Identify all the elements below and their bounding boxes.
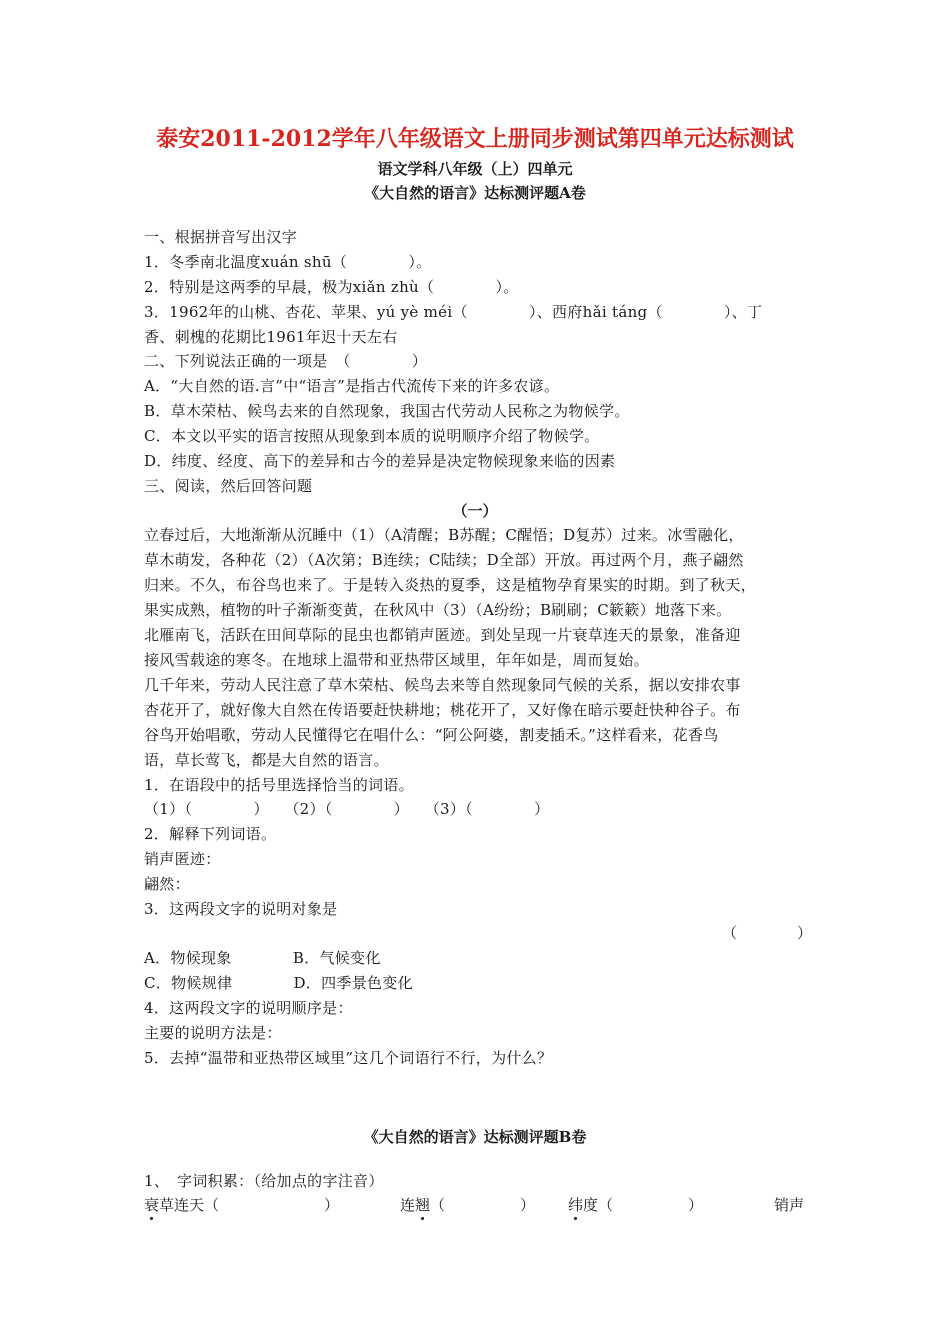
dotted-char: 翘 — [415, 1196, 431, 1214]
options-row: A．物候现象 B．气候变化 — [144, 949, 381, 967]
question-text: 主要的说明方法是： — [144, 1024, 282, 1042]
dotted-char: 纬 — [568, 1196, 584, 1214]
paper-b-title: 《大自然的语言》达标测评题B卷 — [363, 1128, 587, 1146]
word-item: 销声 — [774, 1196, 805, 1214]
option-d: D．纬度、经度、高下的差异和古今的差异是决定物候现象来临的因素 — [144, 452, 616, 470]
section-3-heading: 三、阅读，然后回答问题 — [144, 477, 313, 495]
passage-line: 几千年来，劳动人民注意了草木荣枯、候鸟去来等自然现象同气候的关系，据以安排农事 — [144, 676, 741, 694]
passage-line: 接风雪载途的寒冬。在地球上温带和亚热带区域里，年年如是，周而复始。 — [144, 651, 649, 669]
option-a: A．“大自然的语.言”中“语言”是指古代流传下来的许多农谚。 — [144, 377, 560, 395]
section-2-heading: 二、下列说法正确的一项是 （ ） — [144, 352, 428, 370]
word-item: 衰草连天（ ） — [144, 1196, 340, 1214]
passage-line: 归来。不久，布谷鸟也来了。于是转入炎热的夏季，这是植物孕育果实的时期。到了秋天， — [144, 576, 757, 594]
section-1-heading: 一、根据拼音写出汉字 — [144, 228, 298, 246]
question-text: 4．这两段文字的说明顺序是： — [144, 999, 353, 1017]
term-label: 翩然： — [144, 875, 190, 893]
passage-line: 北雁南飞，活跃在田间草际的昆虫也都销声匿迹。到处呈现一片衰草连天的景象，准备迎 — [144, 626, 741, 644]
option-b: B．草木荣枯、候鸟去来的自然现象，我国古代劳动人民称之为物候学。 — [144, 402, 630, 420]
options-row: C．物候规律 D．四季景色变化 — [144, 974, 413, 992]
question-text: 1、 字词积累：（给加点的字注音） — [144, 1172, 384, 1190]
question-text: 2．特别是这两季的早晨，极为xiǎn zhù（ ）。 — [144, 278, 519, 296]
answer-paren: （ ） — [722, 924, 813, 942]
dotted-char: 衰 — [144, 1196, 160, 1214]
word-item: 纬度（ ） — [568, 1196, 704, 1214]
paper-a-title: 《大自然的语言》达标测评题A卷 — [364, 184, 586, 202]
document-subtitle: 语文学科八年级（上）四单元 — [377, 160, 573, 178]
question-text: 3．1962年的山桃、杏花、苹果、yú yè méi（ ）、西府hǎi táng（ ）、丁 — [144, 303, 763, 321]
term-label: 销声匿迹： — [144, 850, 221, 868]
passage-line: 语，草长莺飞，都是大自然的语言。 — [144, 751, 389, 769]
question-text: 2．解释下列词语。 — [144, 825, 277, 843]
passage-line: 草木萌发，各种花（2）（A次第；B连续；C陆续；D全部）开放。再过两个月，燕子翩然 — [144, 551, 744, 569]
question-text: 5．去掉“温带和亚热带区域里”这几个词语行不行，为什么？ — [144, 1049, 553, 1067]
passage-line: 立春过后，大地渐渐从沉睡中（1）（A清醒；B苏醒；C醒悟；D复苏）过来。冰雪融化， — [144, 526, 744, 544]
question-text: 1．冬季南北温度xuán shū（ ）。 — [144, 253, 432, 271]
passage-part-title: （一） — [452, 502, 498, 520]
question-text: 1．在语段中的括号里选择恰当的词语。 — [144, 776, 414, 794]
passage-line: 杏花开了，就好像大自然在传语要赶快耕地；桃花开了，又好像在暗示要赶快种谷子。布 — [144, 701, 741, 719]
passage-line: 果实成熟，植物的叶子渐渐变黄，在秋风中（3）（A纷纷；B刷刷；C簌簌）地落下来。 — [144, 601, 732, 619]
passage-line: 谷鸟开始唱歌，劳动人民懂得它在唱什么：“阿公阿婆，割麦插禾。”这样看来，花香鸟 — [144, 726, 719, 744]
word-item: 连翘（ ） — [400, 1196, 536, 1214]
option-c: C．本文以平实的语言按照从现象到本质的说明顺序介绍了物候学。 — [144, 427, 600, 445]
answer-blanks: （1）（ ） （2）（ ） （3）（ ） — [144, 800, 550, 818]
question-text: 香、刺槐的花期比1961年迟十天左右 — [144, 328, 398, 346]
question-text: 3．这两段文字的说明对象是 — [144, 900, 338, 918]
document-title: 泰安2011-2012学年八年级语文上册同步测试第四单元达标测试 — [156, 126, 794, 152]
